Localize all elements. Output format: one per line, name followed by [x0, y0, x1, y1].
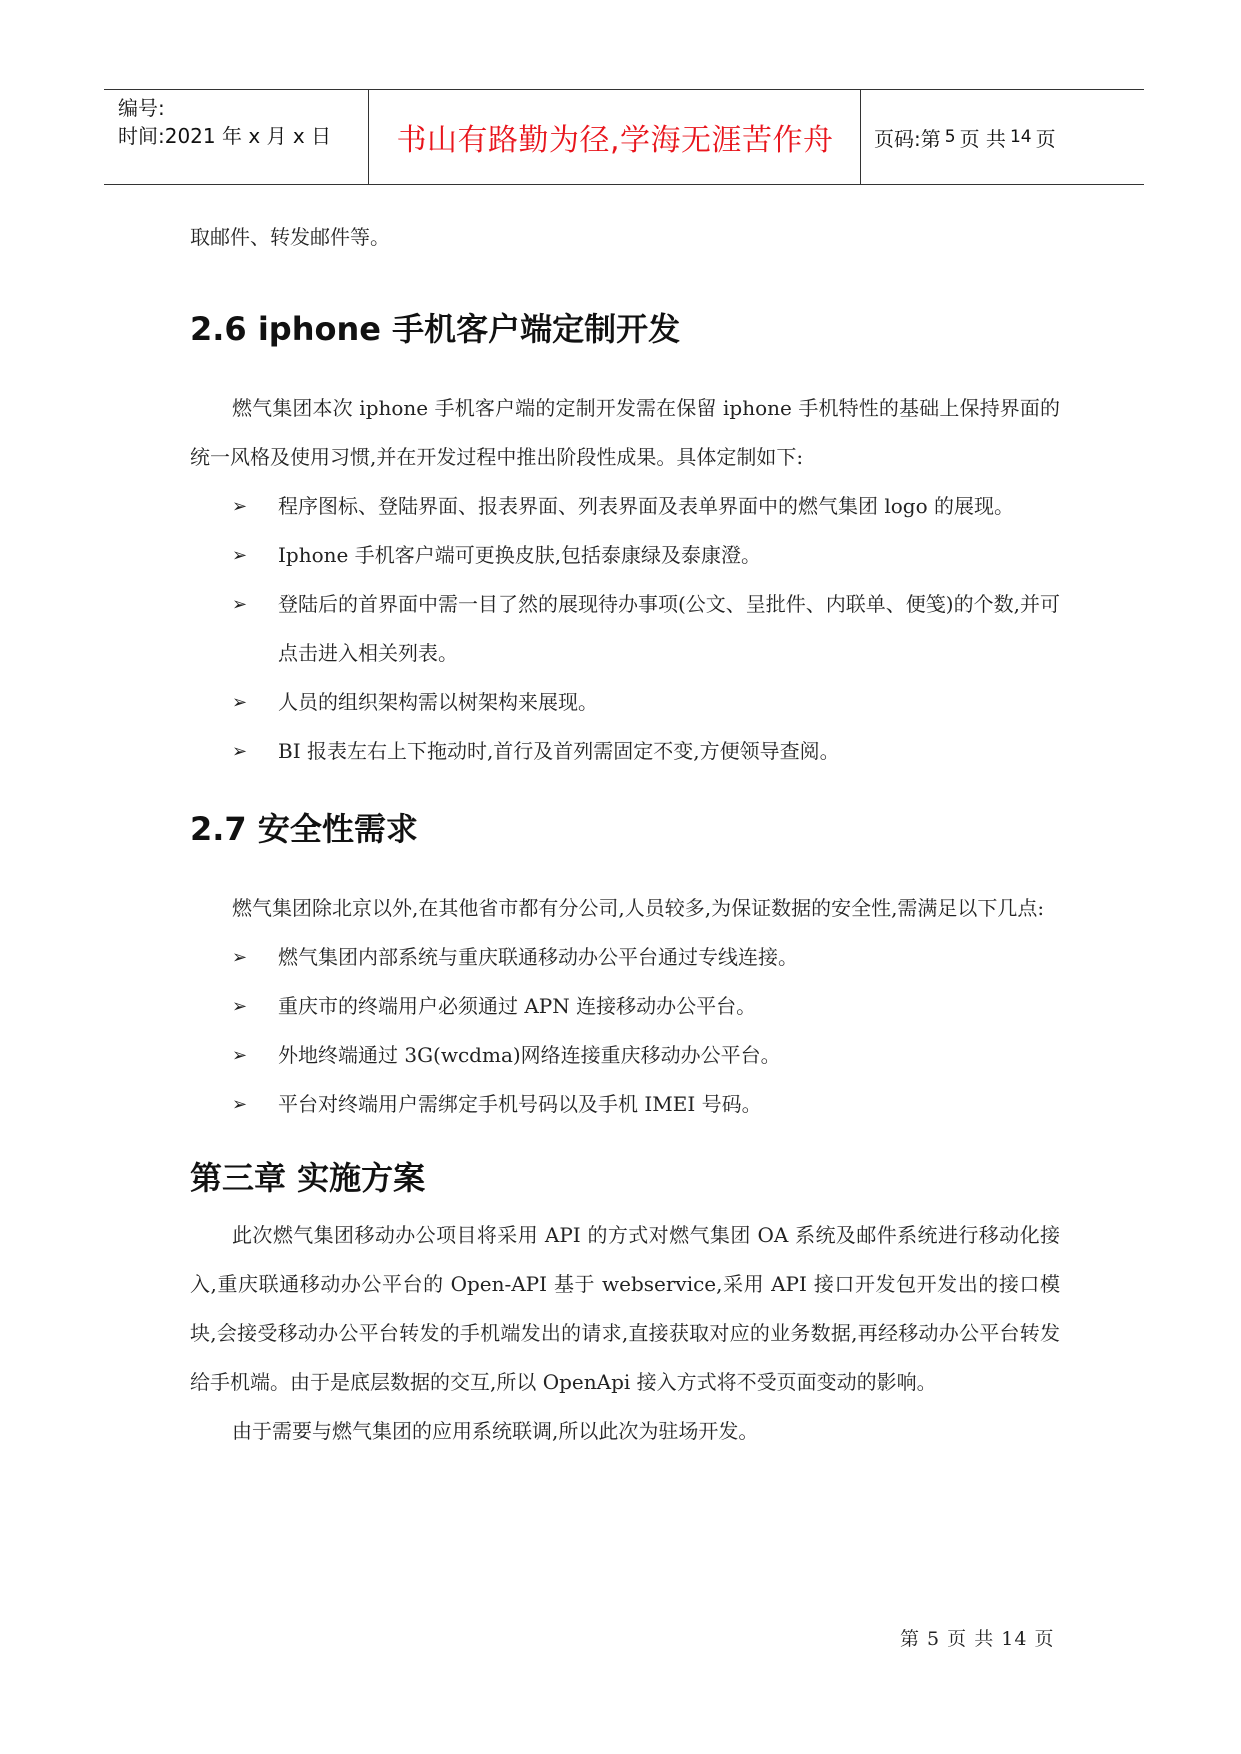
section-heading-2-7: 2.7 安全性需求 — [190, 810, 418, 848]
list-item: ➢ Iphone 手机客户端可更换皮肤,包括泰康绿及泰康澄。 — [190, 531, 1060, 580]
list-item: ➢ 重庆市的终端用户必须通过 APN 连接移动办公平台。 — [190, 982, 1060, 1031]
arrowhead-bullet-icon: ➢ — [232, 741, 248, 762]
section-2-6-list — [190, 482, 1060, 776]
arrowhead-bullet-icon: ➢ — [232, 496, 248, 517]
arrowhead-bullet-icon: ➢ — [232, 545, 248, 566]
section-2-7-list — [190, 933, 1060, 1129]
chapter-3-paragraph-1: 此次燃气集团移动办公项目将采用 API 的方式对燃气集团 OA 系统及邮件系统进行移动化接入,重庆联通移动办公平台的 Open-API 基于 webservice,采用 API 接口开发包开发出的接口模块,会接受移动办公平台转发的手机端发出的请求,直接获取对应的业务数据,再经移动办公平台转发给手机端。由于是底层数据的交互,所以 OpenApi 接入方式将不受页面变动的影响。 — [190, 1223, 1060, 1394]
header-divider — [368, 90, 369, 184]
header-divider — [860, 90, 861, 184]
page-prefix: 页码:第 — [874, 126, 941, 151]
section-2-6-intro: 燃气集团本次 iphone 手机客户端的定制开发需在保留 iphone 手机特性的基础上保持界面的统一风格及使用习惯,并在开发过程中推出阶段性成果。具体定制如下: — [190, 396, 1060, 469]
page-middle: 页 共 — [959, 126, 1006, 151]
section-2-7-intro: 燃气集团除北京以外,在其他省市都有分公司,人员较多,为保证数据的安全性,需满足以下几点: — [232, 896, 1045, 920]
document-body — [190, 213, 1060, 1456]
arrowhead-bullet-icon: ➢ — [232, 692, 248, 713]
continued-paragraph: 取邮件、转发邮件等。 — [190, 225, 390, 249]
page-total: 14 — [1009, 127, 1032, 147]
page-suffix: 页 — [1035, 126, 1056, 151]
page-current: 5 — [944, 127, 956, 147]
document-header — [104, 89, 1144, 185]
arrowhead-bullet-icon: ➢ — [232, 947, 248, 968]
header-page-indicator — [874, 90, 1056, 184]
header-meta — [118, 94, 358, 150]
list-item: ➢ BI 报表左右上下拖动时,首行及首列需固定不变,方便领导查阅。 — [190, 727, 1060, 776]
list-item: ➢ 人员的组织架构需以树架构来展现。 — [190, 678, 1060, 727]
list-item: ➢ 登陆后的首界面中需一目了然的展现待办事项(公文、呈批件、内联单、便笺)的个数,并可点击进入相关列表。 — [190, 580, 1060, 678]
list-item: ➢ 燃气集团内部系统与重庆联通移动办公平台通过专线连接。 — [190, 933, 1060, 982]
list-item: ➢ 程序图标、登陆界面、报表界面、列表界面及表单界面中的燃气集团 logo 的展现。 — [190, 482, 1060, 531]
arrowhead-bullet-icon: ➢ — [232, 996, 248, 1017]
document-time-label: 时间:2021 年 x 月 x 日 — [118, 124, 332, 148]
arrowhead-bullet-icon: ➢ — [232, 1045, 248, 1066]
list-item: ➢ 平台对终端用户需绑定手机号码以及手机 IMEI 号码。 — [190, 1080, 1060, 1129]
chapter-3-paragraph-2: 由于需要与燃气集团的应用系统联调,所以此次为驻场开发。 — [232, 1419, 759, 1443]
list-item: ➢ 外地终端通过 3G(wcdma)网络连接重庆移动办公平台。 — [190, 1031, 1060, 1080]
arrowhead-bullet-icon: ➢ — [232, 1094, 248, 1115]
chapter-3-heading: 第三章 实施方案 — [190, 1159, 426, 1197]
arrowhead-bullet-icon: ➢ — [232, 594, 248, 615]
section-heading-2-6: 2.6 iphone 手机客户端定制开发 — [190, 310, 681, 348]
page-footer: 第 5 页 共 14 页 — [900, 1628, 1055, 1650]
header-motto: 书山有路勤为径,学海无涯苦作舟 — [396, 123, 834, 158]
document-number-label: 编号: — [118, 96, 165, 120]
